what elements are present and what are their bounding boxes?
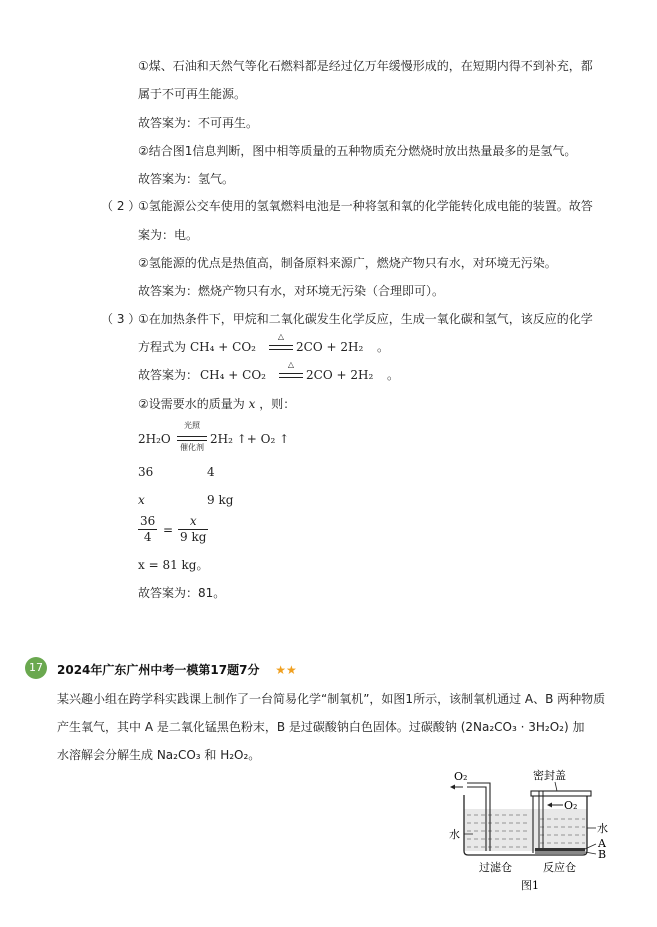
given-mass: 9 kg [207, 493, 234, 507]
equation-right: 2CO + 2H₂ [296, 340, 364, 354]
question-text: 产生氧气，其中 A 是二氧化锰黑色粉末，B 是过碳酸钠白色固体。过碳酸钠 (2Na₂CO₃ · 3H₂O₂) 加 [57, 720, 585, 734]
figure-caption: 图1 [521, 879, 539, 892]
o2-right-label: O₂ [564, 799, 578, 812]
answer-prefix: 故答案为： [138, 368, 199, 382]
ratio-num-right: x [178, 514, 208, 530]
reaction-chamber-label: 反应仓 [543, 861, 576, 874]
equation-left: CH₄ + CO₂ [190, 340, 256, 354]
answer-conclusion: 故答案为：燃烧产物只有水，对环境无污染（合理即可）。 [138, 284, 445, 298]
ratio-num-left: 36 [140, 514, 156, 528]
question-text: 水溶解会分解生成 Na₂CO₃ 和 H₂O₂。 [57, 748, 261, 762]
o2-left-label: O₂ [454, 770, 468, 783]
answer-line: ②结合图1信息判断，图中相等质量的五种物质充分燃烧时放出热量最多的是氢气。 [138, 144, 577, 158]
equals-sign [279, 373, 303, 378]
equation-end: 。 [377, 340, 390, 354]
ratio-equals: = [163, 523, 174, 537]
difficulty-stars: ★★ [275, 663, 297, 677]
water-left-label: 水 [449, 828, 460, 841]
equation-intro: 方程式为 [138, 340, 187, 354]
sealed-lid [531, 791, 591, 796]
layer-b [535, 851, 585, 854]
layer-a [535, 848, 585, 851]
equals-sign [177, 436, 207, 441]
variable-x: x [248, 397, 256, 411]
equation-right: 2H₂ ↑+ O₂ ↑ [210, 432, 290, 446]
condition-bottom: 催化剂 [180, 443, 204, 452]
unknown-mass: x [138, 493, 145, 507]
question-header [57, 662, 297, 678]
sub-question-number: （ 3 ） [101, 312, 141, 326]
leader-lid [555, 782, 557, 791]
result: x = 81 kg。 [138, 558, 209, 572]
condition-top: 光照 [184, 421, 200, 430]
answer-line: ①煤、石油和天然气等化石燃料都是经过亿万年缓慢形成的，在短期内得不到补充，都 [138, 59, 593, 73]
answer-line: 案为：电。 [138, 228, 199, 242]
heat-symbol: △ [277, 332, 285, 341]
ratio-den-left: 4 [143, 530, 152, 544]
answer-conclusion: 故答案为：81。 [138, 586, 226, 600]
question-text: 某兴趣小组在跨学科实践课上制作了一台简易化学“制氧机”，如图1所示，该制氧机通过 A、B 两种物质 [57, 692, 606, 706]
equation-left: 2H₂O [138, 432, 171, 446]
ratio-right [178, 514, 208, 545]
o2-arrow-right-head [547, 803, 552, 808]
text: ②设需要水的质量为 [138, 397, 245, 411]
o2-arrow-left-head [450, 785, 455, 790]
label-b: B [598, 848, 607, 861]
answer-line: ②氢能源的优点是热值高，制备原料来源广，燃烧产物只有水，对环境无污染。 [138, 256, 557, 270]
answer-conclusion: 故答案为：不可再生。 [138, 116, 259, 130]
mass-hydrogen: 4 [207, 465, 215, 479]
answer-line [138, 396, 295, 412]
equation-end: 。 [387, 368, 400, 382]
equation-right: 2CO + 2H₂ [306, 368, 374, 382]
equals-sign [269, 345, 293, 350]
oxygen-generator-figure [445, 765, 625, 900]
ratio-left [138, 514, 157, 545]
ratio-den-right: 9 kg [180, 530, 207, 544]
label-a: A [598, 837, 606, 850]
sub-question-number: （ 2 ） [101, 199, 141, 213]
answer-conclusion: 故答案为：氢气。 [138, 172, 235, 186]
filter-chamber-label: 过滤仓 [479, 861, 512, 874]
equation-left: CH₄ + CO₂ [200, 368, 266, 382]
question-number-badge: 17 [25, 657, 47, 679]
answer-line: ①在加热条件下，甲烷和二氧化碳发生化学反应，生成一氧化碳和氢气，该反应的化学 [138, 312, 593, 326]
text: ，则： [259, 397, 296, 411]
lid-label: 密封盖 [533, 769, 566, 782]
heat-symbol: △ [287, 360, 295, 369]
answer-line: 属于不可再生能源。 [138, 87, 247, 101]
question-title: 2024年广东广州中考一模第17题7分 [57, 663, 260, 677]
answer-line: ①氢能源公交车使用的氢氧燃料电池是一种将氢和氧的化学能转化成电能的装置。故答 [138, 199, 593, 213]
water-right-label: 水 [597, 822, 608, 835]
mass-water: 36 [138, 465, 154, 479]
